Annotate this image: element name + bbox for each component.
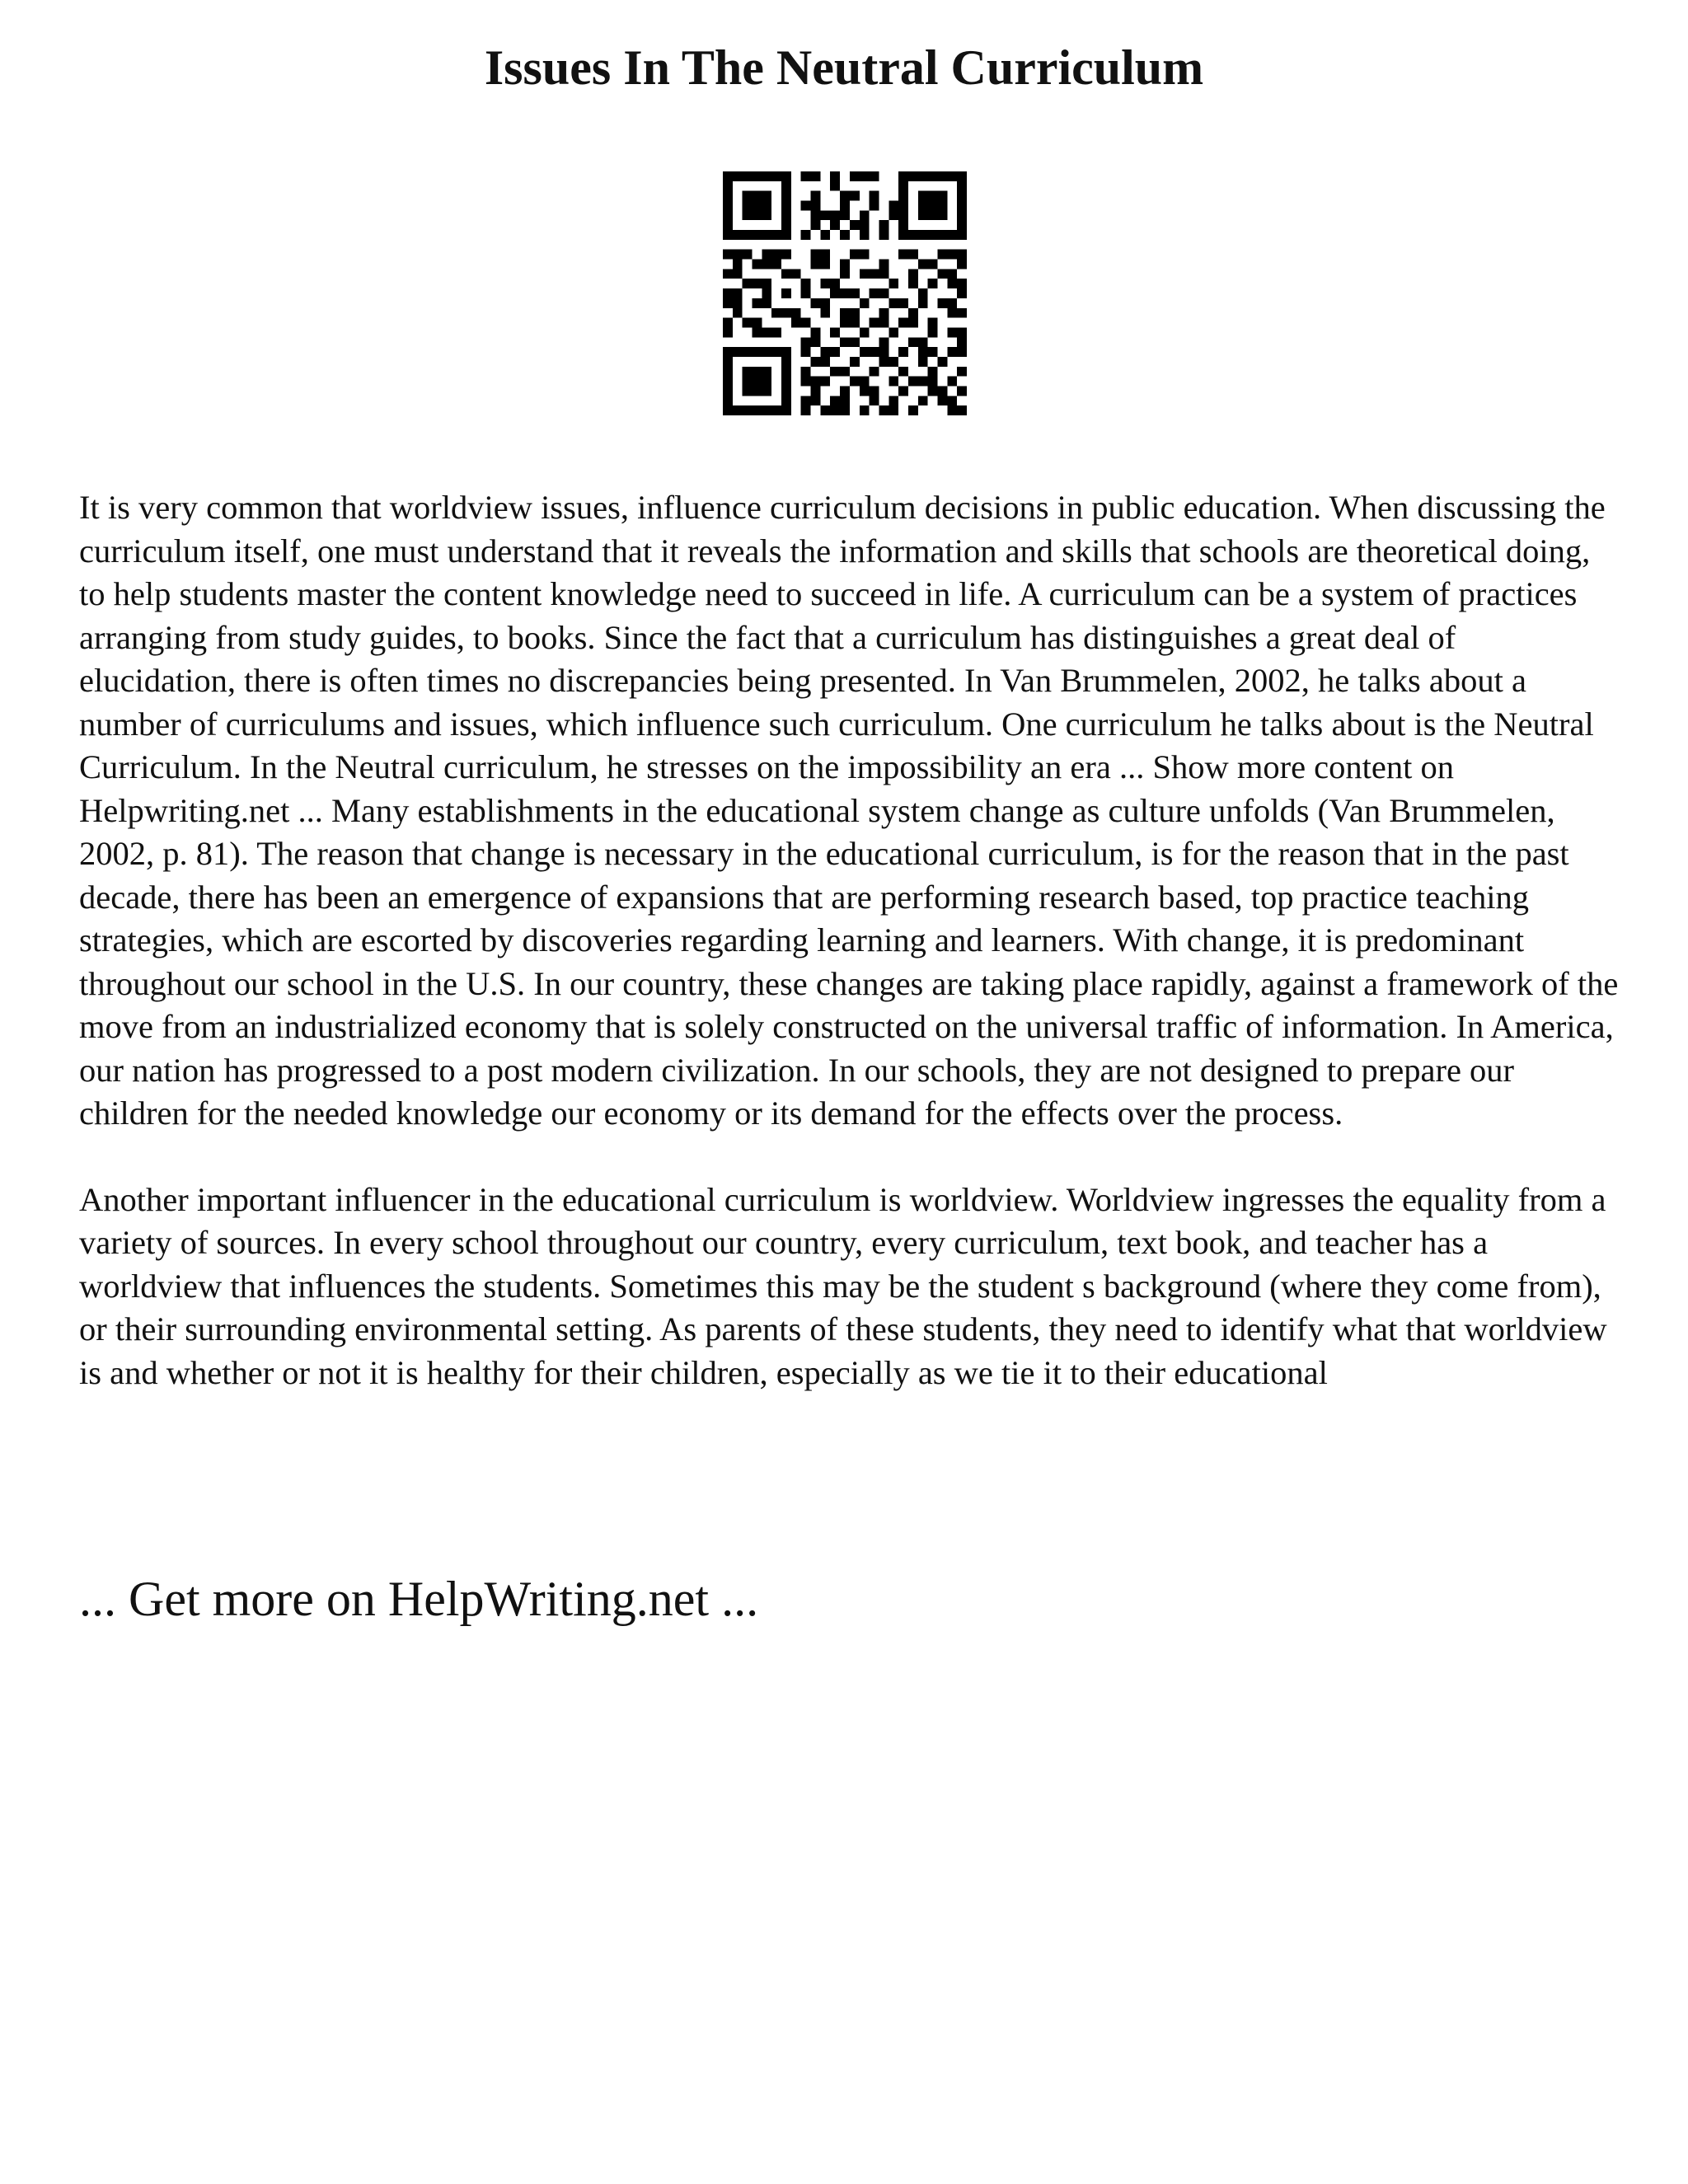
qr-code-icon: [723, 171, 967, 415]
paragraph: Another important influencer in the educational curriculum is worldview. Worldview ingresses the equality from a variety of sources. In every school throughout our country, every curriculum, text book, and teacher has a worldview that influences the students. Sometimes this may be the student s background (where they come from), or their surrounding environmental setting. As parents of these students, they need to identify what that worldview is and whether or not it is healthy for their children, especially as we tie it to their educational: [79, 1180, 1607, 1391]
article-body: [79, 486, 1620, 1394]
page-title: Issues In The Neutral Curriculum: [484, 40, 1204, 95]
paragraph: It is very common that worldview issues, influence curriculum decisions in public education. When discussing the curriculum itself, one must understand that it reveals the information and skills that schools are theoretical doing, to help students master the content knowledge need to succeed in life. A curriculum can be a system of practices arranging from study guides, to books. Since the fact that a curriculum has distinguishes a great deal of elucidation, there is often times no discrepancies being presented. In Van Brummelen, 2002, he talks about a number of curriculums and issues, which influence such curriculum. One curriculum he talks about is the Neutral Curriculum. In the Neutral curriculum, he stresses on the impossibility an era ... Show more content on Helpwriting.net ... Many establishments in the educational system change as culture unfolds (Van Brummelen, 2002, p. 81). The reason that change is necessary in the educational curriculum, is for the reason that in the past decade, there has been an emergence of expansions that are performing research based, top practice teaching strategies, which are escorted by discoveries regarding learning and learners. With change, it is predominant throughout our school in the U.S. In our country, these changes are taking place rapidly, against a framework of the move from an industrialized economy that is solely constructed on the universal traffic of information. In America, our nation has progressed to a post modern civilization. In our schools, they are not designed to prepare our children for the needed knowledge our economy or its demand for the effects over the process.: [79, 489, 1619, 1132]
qr-code[interactable]: [723, 171, 967, 415]
get-more-link[interactable]: ... Get more on HelpWriting.net ...: [79, 1572, 759, 1626]
